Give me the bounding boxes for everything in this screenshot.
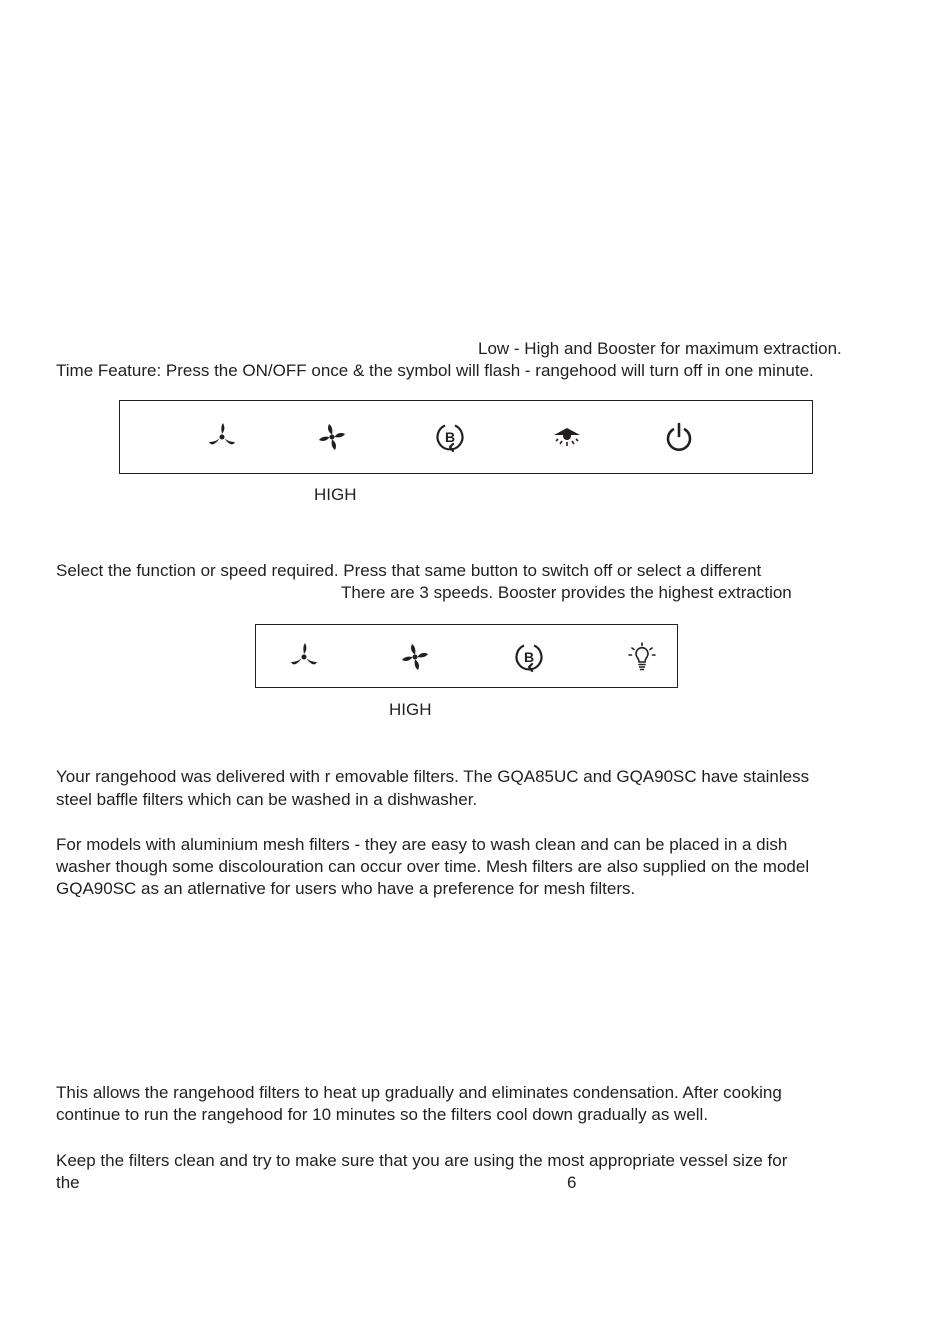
booster-icon[interactable]: [434, 421, 466, 453]
page-number: 6: [567, 1173, 577, 1192]
filters-p2-line-2: washer though some discolouration can occur over time. Mesh filters are also supplied on the model: [56, 857, 810, 876]
bulb-icon[interactable]: [626, 641, 658, 673]
svg-text:B: B: [444, 429, 456, 445]
filters-p1-line-2: steel baffle filters which can be washed in a dishwasher.: [56, 790, 478, 809]
filters-p1-line-1: Your rangehood was delivered with r emovable filters. The GQA85UC and GQA90SC have stainless: [56, 767, 810, 786]
fan-high-icon[interactable]: [399, 641, 431, 673]
fan-low-icon[interactable]: [288, 641, 320, 673]
panel2-intro-line-2: There are 3 speeds. Booster provides the highest extraction: [341, 583, 792, 602]
fan-low-icon[interactable]: [206, 421, 238, 453]
booster-icon[interactable]: [513, 641, 545, 673]
usage-p2-line-2: the: [56, 1173, 80, 1192]
filters-p2-line-3: GQA90SC as an atlernative for users who have a preference for mesh filters.: [56, 879, 636, 898]
usage-p1-line-1: This allows the rangehood filters to heat up gradually and eliminates condensation. After cooking: [56, 1083, 782, 1102]
panel1-speed-label: HIGH: [314, 485, 357, 504]
usage-p2-line-1: Keep the filters clean and try to make sure that you are using the most appropriate vessel size for: [56, 1151, 788, 1170]
panel2-intro-line-1: Select the function or speed required. Press that same button to switch off or select a different: [56, 561, 762, 580]
control-panel-2: [255, 624, 678, 688]
panel2-speed-label: HIGH: [389, 700, 432, 719]
control-panel-1: [119, 400, 813, 474]
controls-intro-line-1: Low - High and Booster for maximum extraction.: [478, 339, 842, 358]
controls-intro-line-2: Time Feature: Press the ON/OFF once & the symbol will flash - rangehood will turn off in one minute.: [56, 361, 814, 380]
power-icon[interactable]: [663, 421, 695, 453]
usage-p1-line-2: continue to run the rangehood for 10 minutes so the filters cool down gradually as well.: [56, 1105, 709, 1124]
filters-p2-line-1: For models with aluminium mesh filters - they are easy to wash clean and can be placed in a dish: [56, 835, 788, 854]
svg-text:B: B: [523, 649, 535, 665]
light-icon[interactable]: [551, 421, 583, 453]
fan-high-icon[interactable]: [316, 421, 348, 453]
